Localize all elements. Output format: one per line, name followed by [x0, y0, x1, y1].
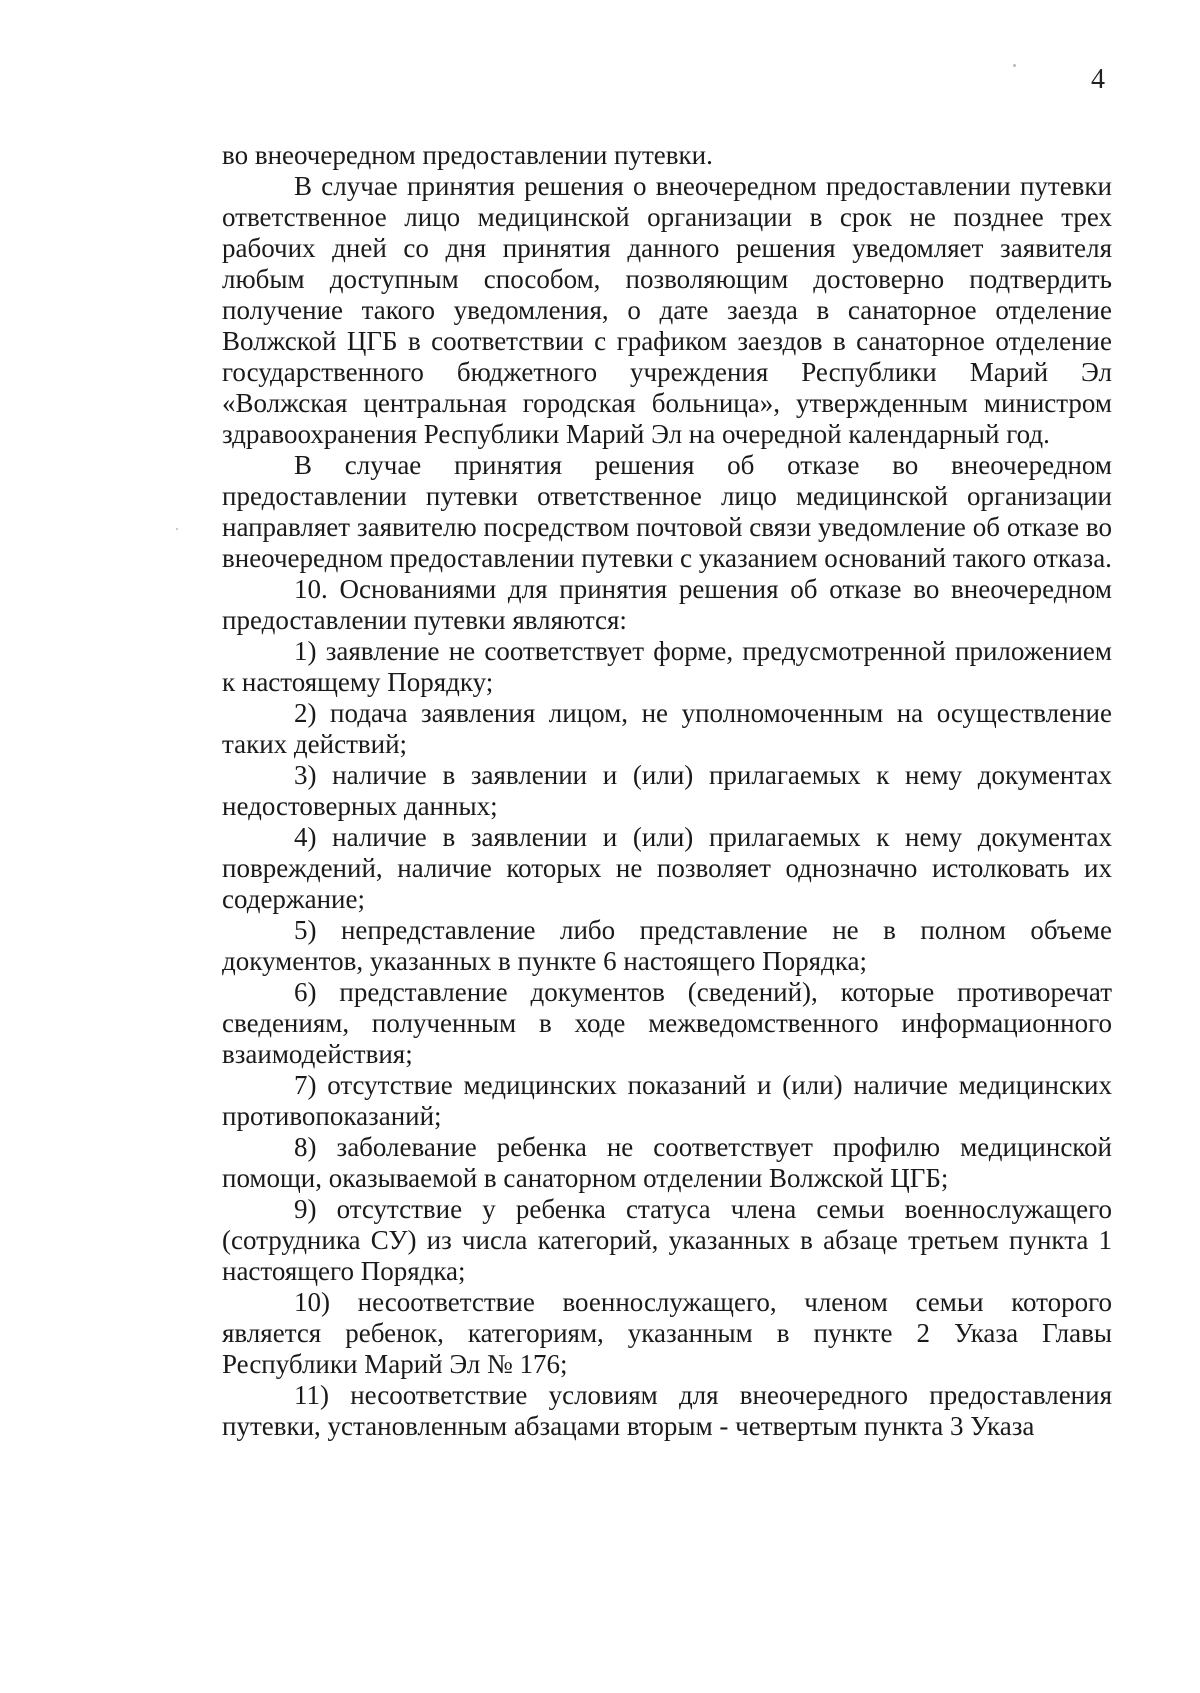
list-item-11: 11) несоответствие условиям для внеочередного предоставления путевки, установленным абзацами вторым - четвертым пункта 3 Указа	[222, 1380, 1112, 1441]
page-number: 4	[1091, 64, 1105, 95]
list-item-3: 3) наличие в заявлении и (или) прилагаемых к нему документах недостоверных данных;	[222, 760, 1112, 821]
scan-speck	[1013, 64, 1016, 67]
list-item-1: 1) заявление не соответствует форме, предусмотренной приложением к настоящему Порядку;	[222, 636, 1112, 697]
paragraph-refusal-notice: В случае принятия решения об отказе во внеочередном предоставлении путевки ответственное лицо медицинской организации направляет заявителю посредством почтовой связи уведомление об отказе во внеочередном предоставлении путевки с указанием оснований такого отказа.	[222, 450, 1112, 573]
list-item-10: 10) несоответствие военнослужащего, членом семьи которого является ребенок, категориям, указанным в пункте 2 Указа Главы Республики Марий Эл № 176;	[222, 1287, 1112, 1379]
clause-10-heading: 10. Основаниями для принятия решения об отказе во внеочередном предоставлении путевки являются:	[222, 574, 1112, 635]
list-item-6: 6) представление документов (сведений), которые противоречат сведениям, полученным в ходе межведомственного информационного взаимодействия;	[222, 977, 1112, 1069]
list-item-4: 4) наличие в заявлении и (или) прилагаемых к нему документах повреждений, наличие которых не позволяет однозначно истолковать их содержание;	[222, 822, 1112, 914]
list-item-8: 8) заболевание ребенка не соответствует профилю медицинской помощи, оказываемой в санаторном отделении Волжской ЦГБ;	[222, 1132, 1112, 1193]
scan-speck	[176, 528, 178, 530]
list-item-7: 7) отсутствие медицинских показаний и (или) наличие медицинских противопоказаний;	[222, 1070, 1112, 1131]
document-body	[222, 140, 1112, 1442]
paragraph-continuation: во внеочередном предоставлении путевки.	[222, 140, 713, 170]
list-item-9: 9) отсутствие у ребенка статуса члена семьи военнослужащего (сотрудника СУ) из числа категорий, указанных в абзаце третьем пункта 1 настоящего Порядка;	[222, 1194, 1112, 1286]
list-item-5: 5) непредставление либо представление не в полном объеме документов, указанных в пункте 6 настоящего Порядка;	[222, 915, 1112, 976]
list-item-2: 2) подача заявления лицом, не уполномоченным на осуществление таких действий;	[222, 698, 1112, 759]
paragraph-approval-notice: В случае принятия решения о внеочередном предоставлении путевки ответственное лицо медицинской организации в срок не позднее трех рабочих дней со дня принятия данного решения уведомляет заявителя любым доступным способом, позволяющим достоверно подтвердить получение такого уведомления, о дате заезда в санаторное отделение Волжской ЦГБ в соответствии с графиком заездов в санаторное отделение государственного бюджетного учреждения Республики Марий Эл «Волжская центральная городская больница», утвержденным министром здравоохранения Республики Марий Эл на очередной календарный год.	[222, 171, 1112, 449]
